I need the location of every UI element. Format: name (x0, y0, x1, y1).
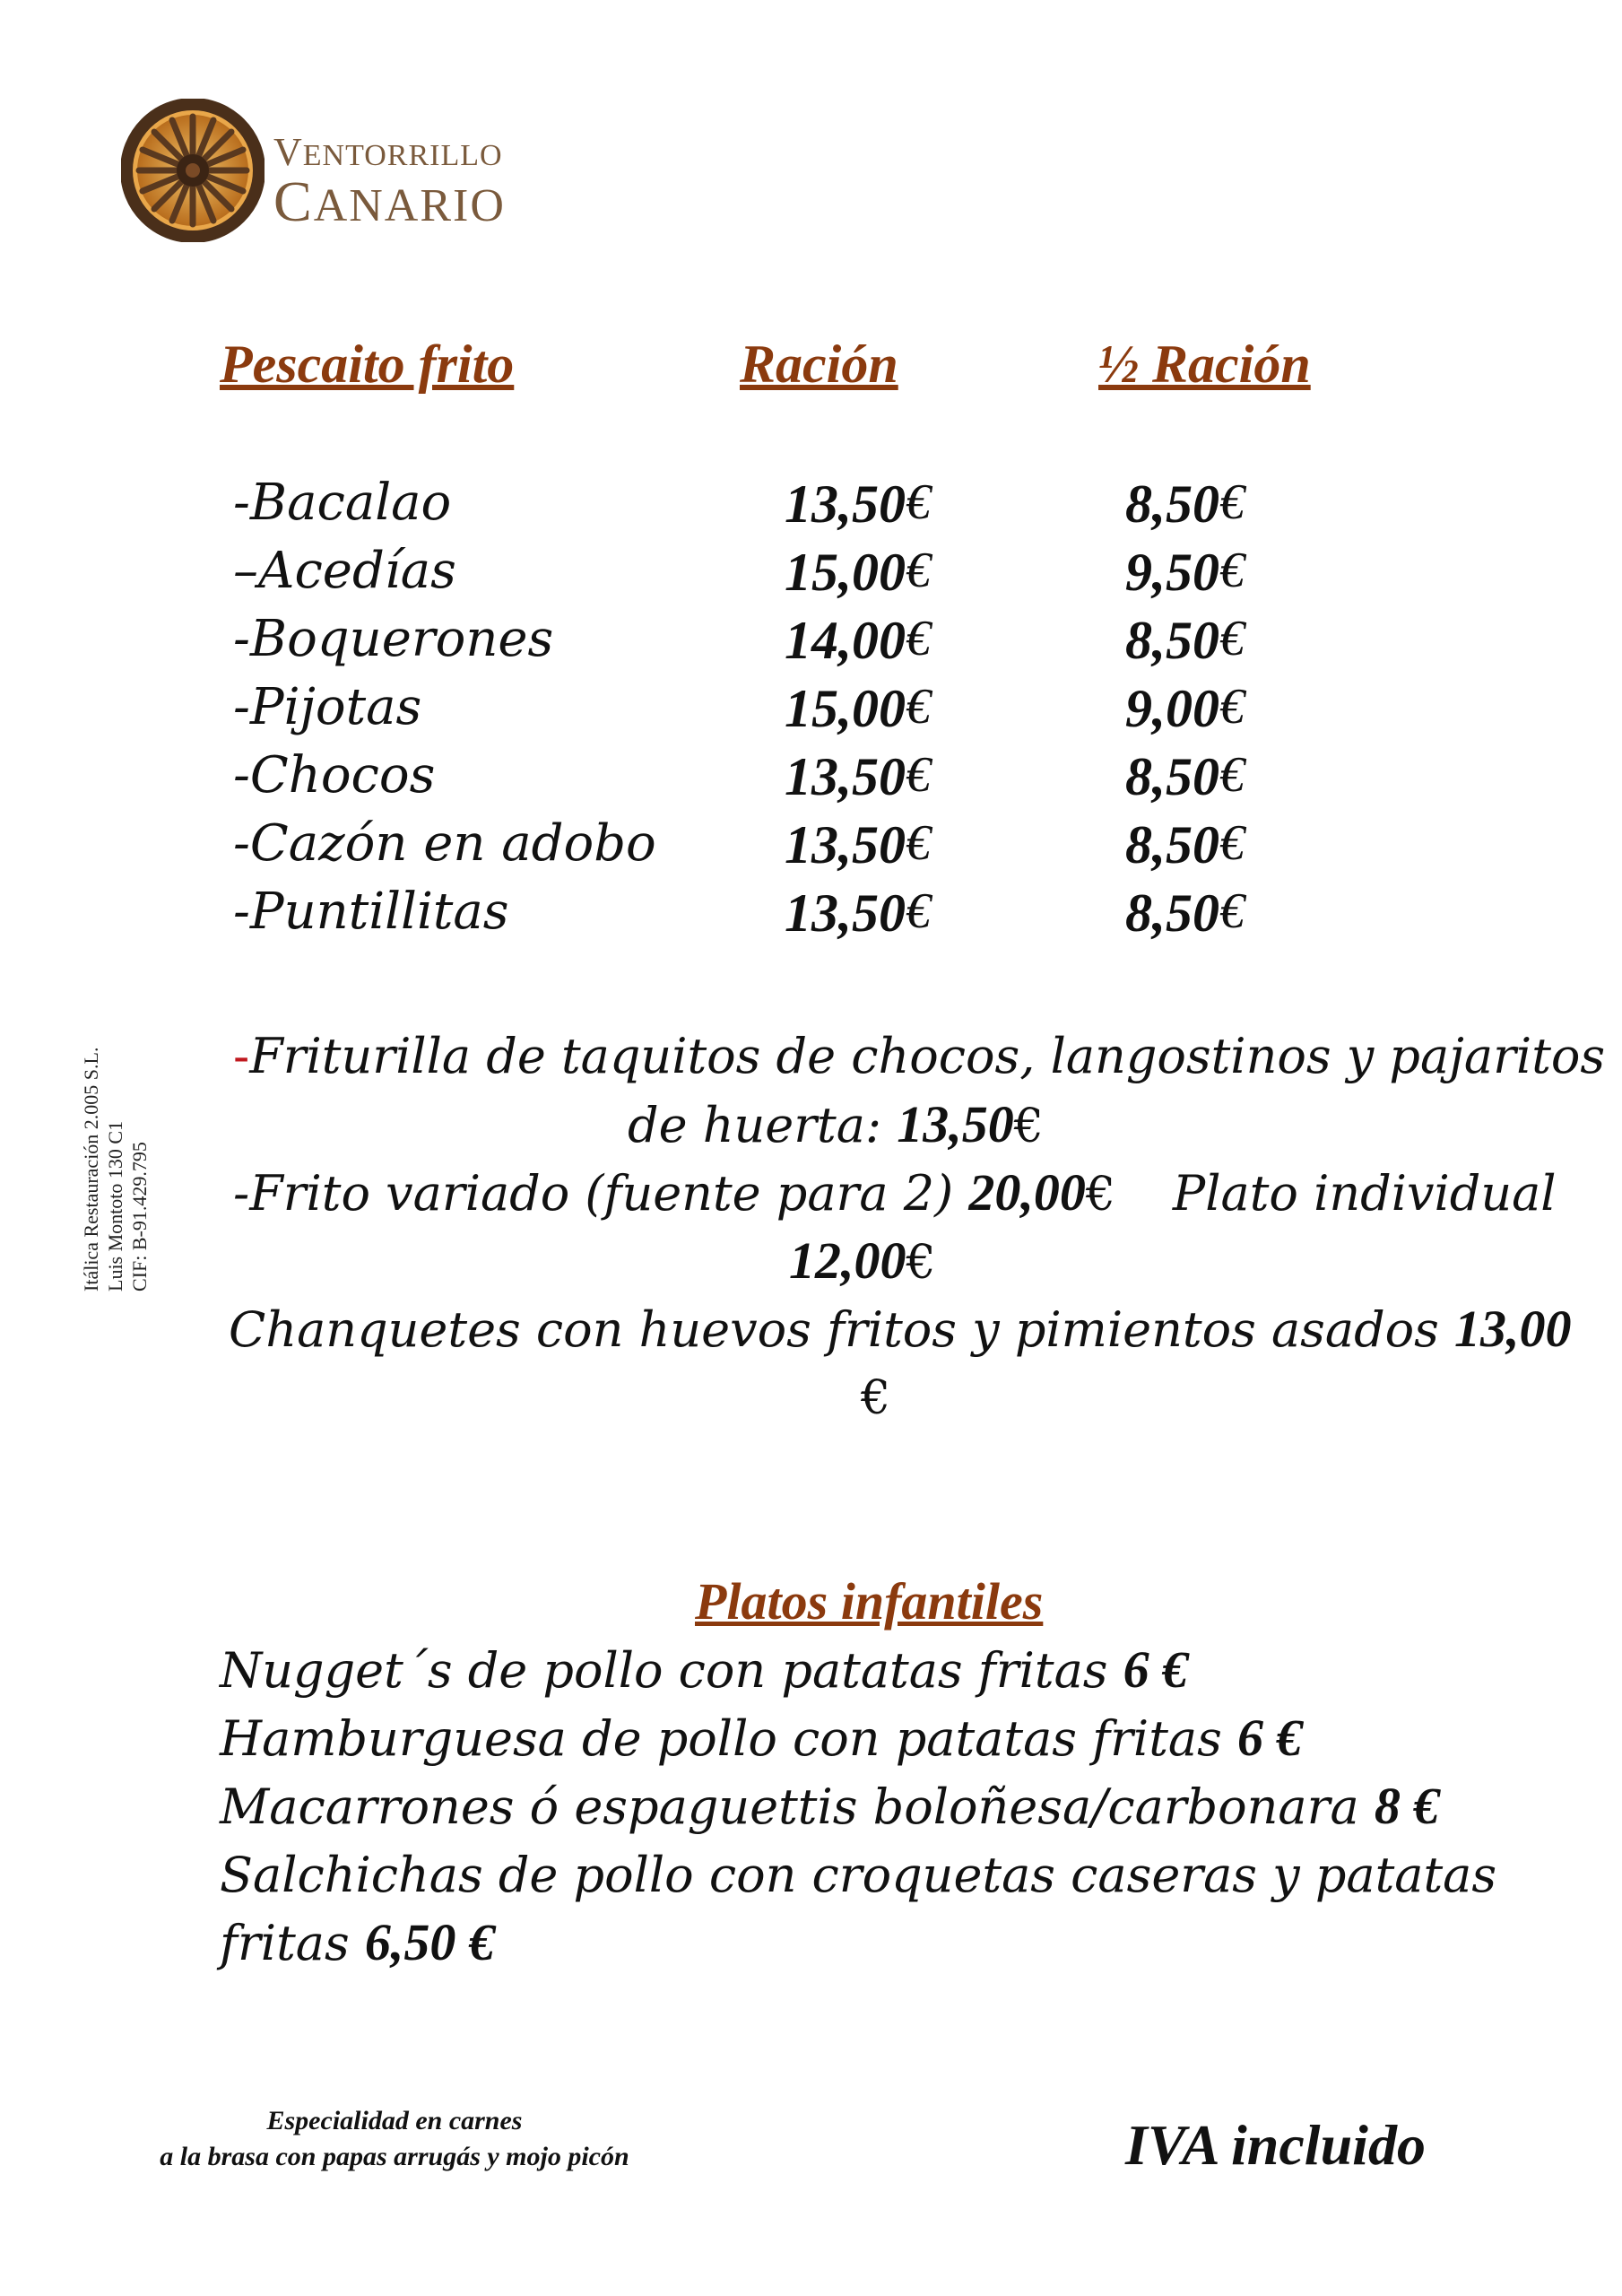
menu-item-row (0, 678, 1622, 748)
wagon-wheel-icon (121, 99, 265, 242)
chanquetes-text: Chanquetes con huevos fritos y pimientos asados (229, 1301, 1455, 1358)
dish-name: -Chocos (233, 746, 436, 804)
brand-line-1: VENTORRILLO (273, 130, 503, 174)
dish-name: -Boquerones (233, 610, 554, 668)
price-media-racion: 8,50 € (1125, 611, 1245, 670)
price-racion: 13,50 € (785, 883, 931, 943)
kids-menu-item: fritas 6,50 € (220, 1913, 495, 1971)
chanquetes-price: 13,00 (1454, 1300, 1572, 1358)
company-info (79, 915, 178, 1292)
friturilla-line-1 (233, 1022, 1605, 1091)
price-media-racion: 8,50 € (1125, 815, 1245, 874)
company-cif: CIF: B-91.429.795 (128, 1142, 151, 1292)
friturilla-price: 13,50 (897, 1095, 1014, 1153)
menu-item-row (0, 746, 1622, 816)
currency-symbol: € (1085, 1168, 1115, 1222)
kids-menu-item: Macarrones ó espaguettis boloñesa/carbonara 8 € (220, 1777, 1440, 1835)
price-media-racion: 8,50 € (1125, 474, 1245, 534)
chanquetes-currency-line (861, 1363, 890, 1432)
section-title-pescaito: Pescaito frito (220, 335, 515, 394)
frito-individual-price-line (789, 1227, 936, 1297)
frito-variado-text: -Frito variado (fuente para 2) (233, 1165, 969, 1222)
frito-variado-price: 20,00 (968, 1163, 1086, 1222)
currency-symbol: € (861, 1371, 891, 1425)
price-racion: 13,50 € (785, 747, 931, 806)
menu-item-row (0, 474, 1622, 544)
specialty-line-2: a la brasa con papas arrugás y mojo picón (160, 2142, 629, 2171)
brand-logo (121, 99, 569, 256)
frito-individual-price: 12,00 (789, 1231, 906, 1290)
column-header-racion: Ración (740, 335, 898, 394)
dish-name: -Puntillitas (233, 883, 509, 941)
friturilla-text: Friturilla de taquitos de chocos, langostinos y pajaritos (249, 1028, 1606, 1084)
friturilla-text-2: de huerta: (628, 1097, 898, 1153)
kids-menu-item: Nugget´s de pollo con patatas fritas 6 € (220, 1640, 1189, 1699)
menu-item-row (0, 883, 1622, 952)
price-racion: 13,50 € (785, 815, 931, 874)
company-address: Luis Montoto 130 C1 (104, 1120, 126, 1292)
section-title-infantiles: Platos infantiles (695, 1572, 1044, 1631)
price-media-racion: 9,50 € (1125, 543, 1245, 602)
specialty-note (108, 2103, 681, 2175)
price-media-racion: 8,50 € (1125, 747, 1245, 806)
price-racion: 15,00 € (785, 679, 931, 738)
menu-item-row (0, 610, 1622, 680)
kids-menu-item: Hamburguesa de pollo con patatas fritas 6 € (220, 1709, 1303, 1767)
currency-symbol: € (906, 1236, 936, 1290)
currency-symbol: € (1013, 1100, 1044, 1153)
kids-menu-item: Salchichas de pollo con croquetas caseras y patatas (220, 1847, 1497, 1903)
price-media-racion: 8,50 € (1125, 883, 1245, 943)
iva-note: IVA incluido (1125, 2113, 1426, 2177)
dish-name: -Bacalao (233, 474, 452, 532)
price-racion: 13,50 € (785, 474, 931, 534)
price-media-racion: 9,00 € (1125, 679, 1245, 738)
company-name: Itálica Restauración 2.005 S.L. (80, 1047, 102, 1292)
frito-variado-line (233, 1159, 1557, 1229)
dish-name: -Pijotas (233, 678, 422, 736)
frito-individual-label: Plato individual (1172, 1165, 1557, 1222)
column-header-media-racion: ½ Ración (1098, 335, 1311, 394)
dish-name: –Acedías (233, 542, 456, 600)
price-racion: 14,00 € (785, 611, 931, 670)
dish-name: -Cazón en adobo (233, 814, 656, 873)
friturilla-dash: - (233, 1028, 250, 1084)
chanquetes-line (229, 1295, 1572, 1364)
friturilla-line-2 (628, 1091, 1044, 1161)
price-racion: 15,00 € (785, 543, 931, 602)
menu-item-row (0, 542, 1622, 612)
brand-line-2: CANARIO (273, 170, 506, 233)
menu-item-row (0, 814, 1622, 884)
specialty-line-1: Especialidad en carnes (266, 2106, 523, 2135)
